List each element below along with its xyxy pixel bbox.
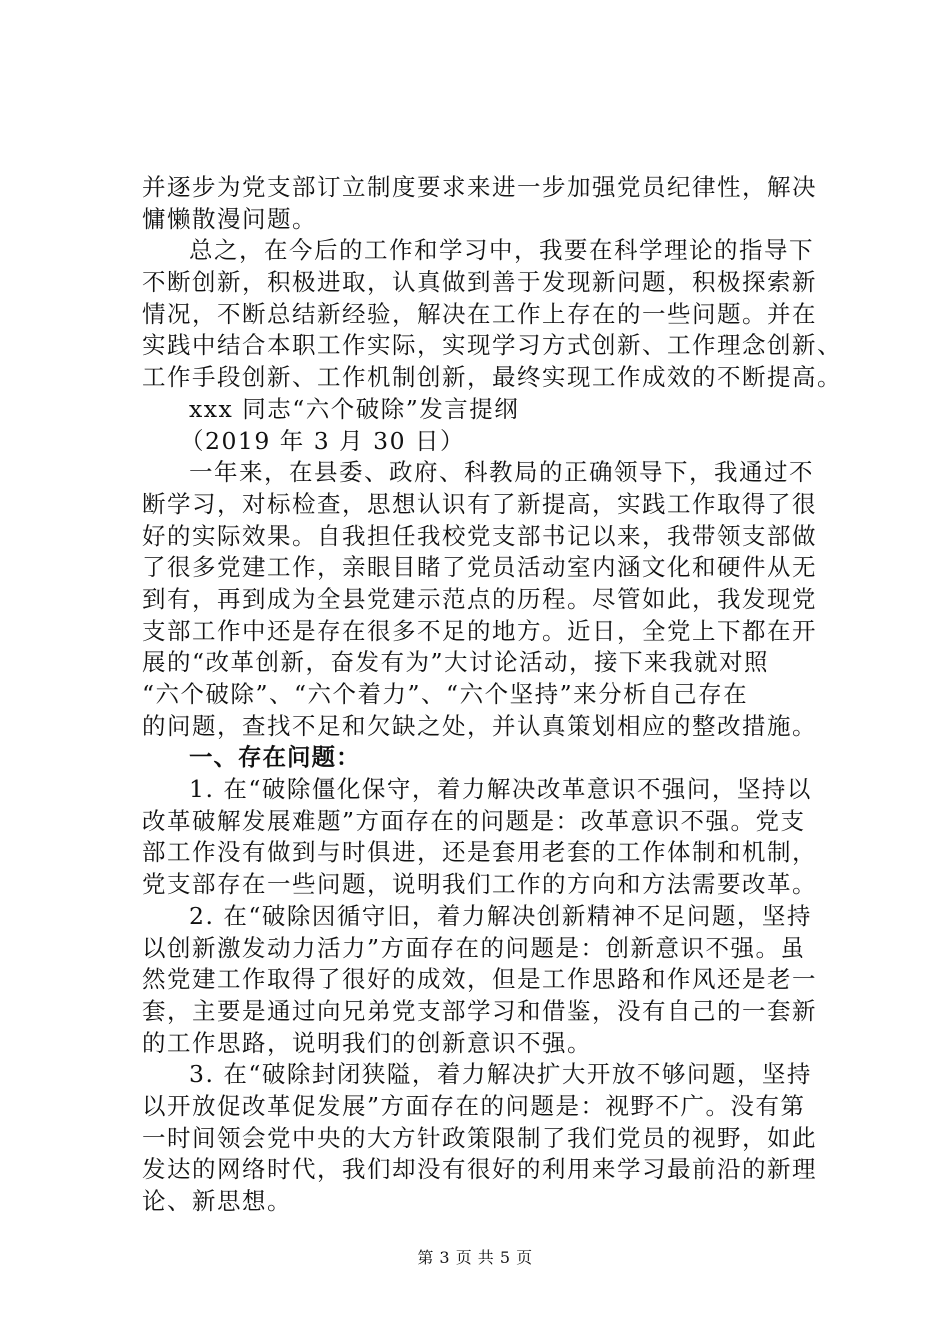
text-line: 总之，在今后的工作和学习中，我要在科学理论的指导下 [189, 236, 814, 265]
text-line: 套，主要是通过向兄弟党支部学习和借鉴，没有自己的一套新 [142, 996, 817, 1025]
text-line: “六个破除”、“六个着力”、“六个坚持”来分析自己存在 [142, 680, 749, 708]
text-line: xxx 同志“六个破除”发言提纲 [189, 394, 520, 423]
text-line: 展的“改革创新，奋发有为”大讨论活动，接下来我就对照 [142, 648, 770, 677]
text-line: 论、新思想。 [142, 1187, 292, 1215]
text-line: 的问题，查找不足和欠缺之处，并认真策划相应的整改措施。 [142, 711, 817, 740]
text-line: 以开放促改革促发展”方面存在的问题是：视野不广。没有第 [142, 1091, 806, 1120]
text-line: 慵懒散漫问题。 [142, 204, 317, 233]
text-line: 党支部存在一些问题，说明我们工作的方向和方法需要改革。 [142, 870, 817, 899]
text-line: 然党建工作取得了很好的成效，但是工作思路和作风还是老一 [142, 965, 817, 994]
document-body [142, 172, 842, 1218]
text-line: 工作手段创新、工作机制创新，最终实现工作成效的不断提高。 [142, 363, 842, 392]
text-line: 到有，再到成为全县党建示范点的历程。尽管如此，我发现党 [142, 584, 817, 613]
text-line: （2019 年 3 月 30 日） [180, 426, 466, 455]
text-line: 一年来，在县委、政府、科教局的正确领导下，我通过不 [189, 458, 814, 487]
text-line: 发达的网络时代，我们却没有很好的利用来学习最前沿的新理 [142, 1155, 817, 1184]
text-line: 3. 在“破除封闭狭隘，着力解决扩大开放不够问题，坚持 [189, 1060, 812, 1089]
text-line: 部工作没有做到与时俱进，还是套用老套的工作体制和机制， [142, 838, 817, 867]
text-line: 了很多党建工作，亲眼目睹了党员活动室内涵文化和硬件从无 [142, 553, 817, 582]
text-line: 断学习，对标检查，思想认识有了新提高，实践工作取得了很 [142, 489, 817, 518]
text-line: 一时间领会党中央的大方针政策限制了我们党员的视野，如此 [142, 1123, 817, 1152]
text-line: 不断创新，积极进取，认真做到善于发现新问题，积极探索新 [142, 268, 817, 297]
text-line: 情况，不断总结新经验，解决在工作上存在的一些问题。并在 [142, 299, 817, 328]
text-line: 好的实际效果。自我担任我校党支部书记以来，我带领支部做 [142, 521, 817, 550]
text-line: 实践中结合本职工作实际，实现学习方式创新、工作理念创新、 [142, 331, 842, 360]
text-line: 1. 在“破除僵化保守，着力解决改革意识不强问，坚持以 [189, 775, 812, 804]
text-line: 2. 在“破除因循守旧，着力解决创新精神不足问题，坚持 [189, 901, 812, 930]
page-footer: 第 3 页 共 5 页 [417, 1248, 533, 1267]
text-line: 支部工作中还是存在很多不足的地方。近日，全党上下都在开 [142, 616, 817, 645]
text-line: 以创新激发动力活力”方面存在的问题是：创新意识不强。虽 [142, 933, 806, 962]
section-heading: 一、存在问题： [189, 743, 361, 772]
text-line: 改革破解发展难题”方面存在的问题是：改革意识不强。党支 [142, 806, 806, 835]
text-line: 的工作思路，说明我们的创新意识不强。 [142, 1028, 592, 1057]
text-line: 并逐步为党支部订立制度要求来进一步加强党员纪律性，解决 [142, 173, 817, 201]
